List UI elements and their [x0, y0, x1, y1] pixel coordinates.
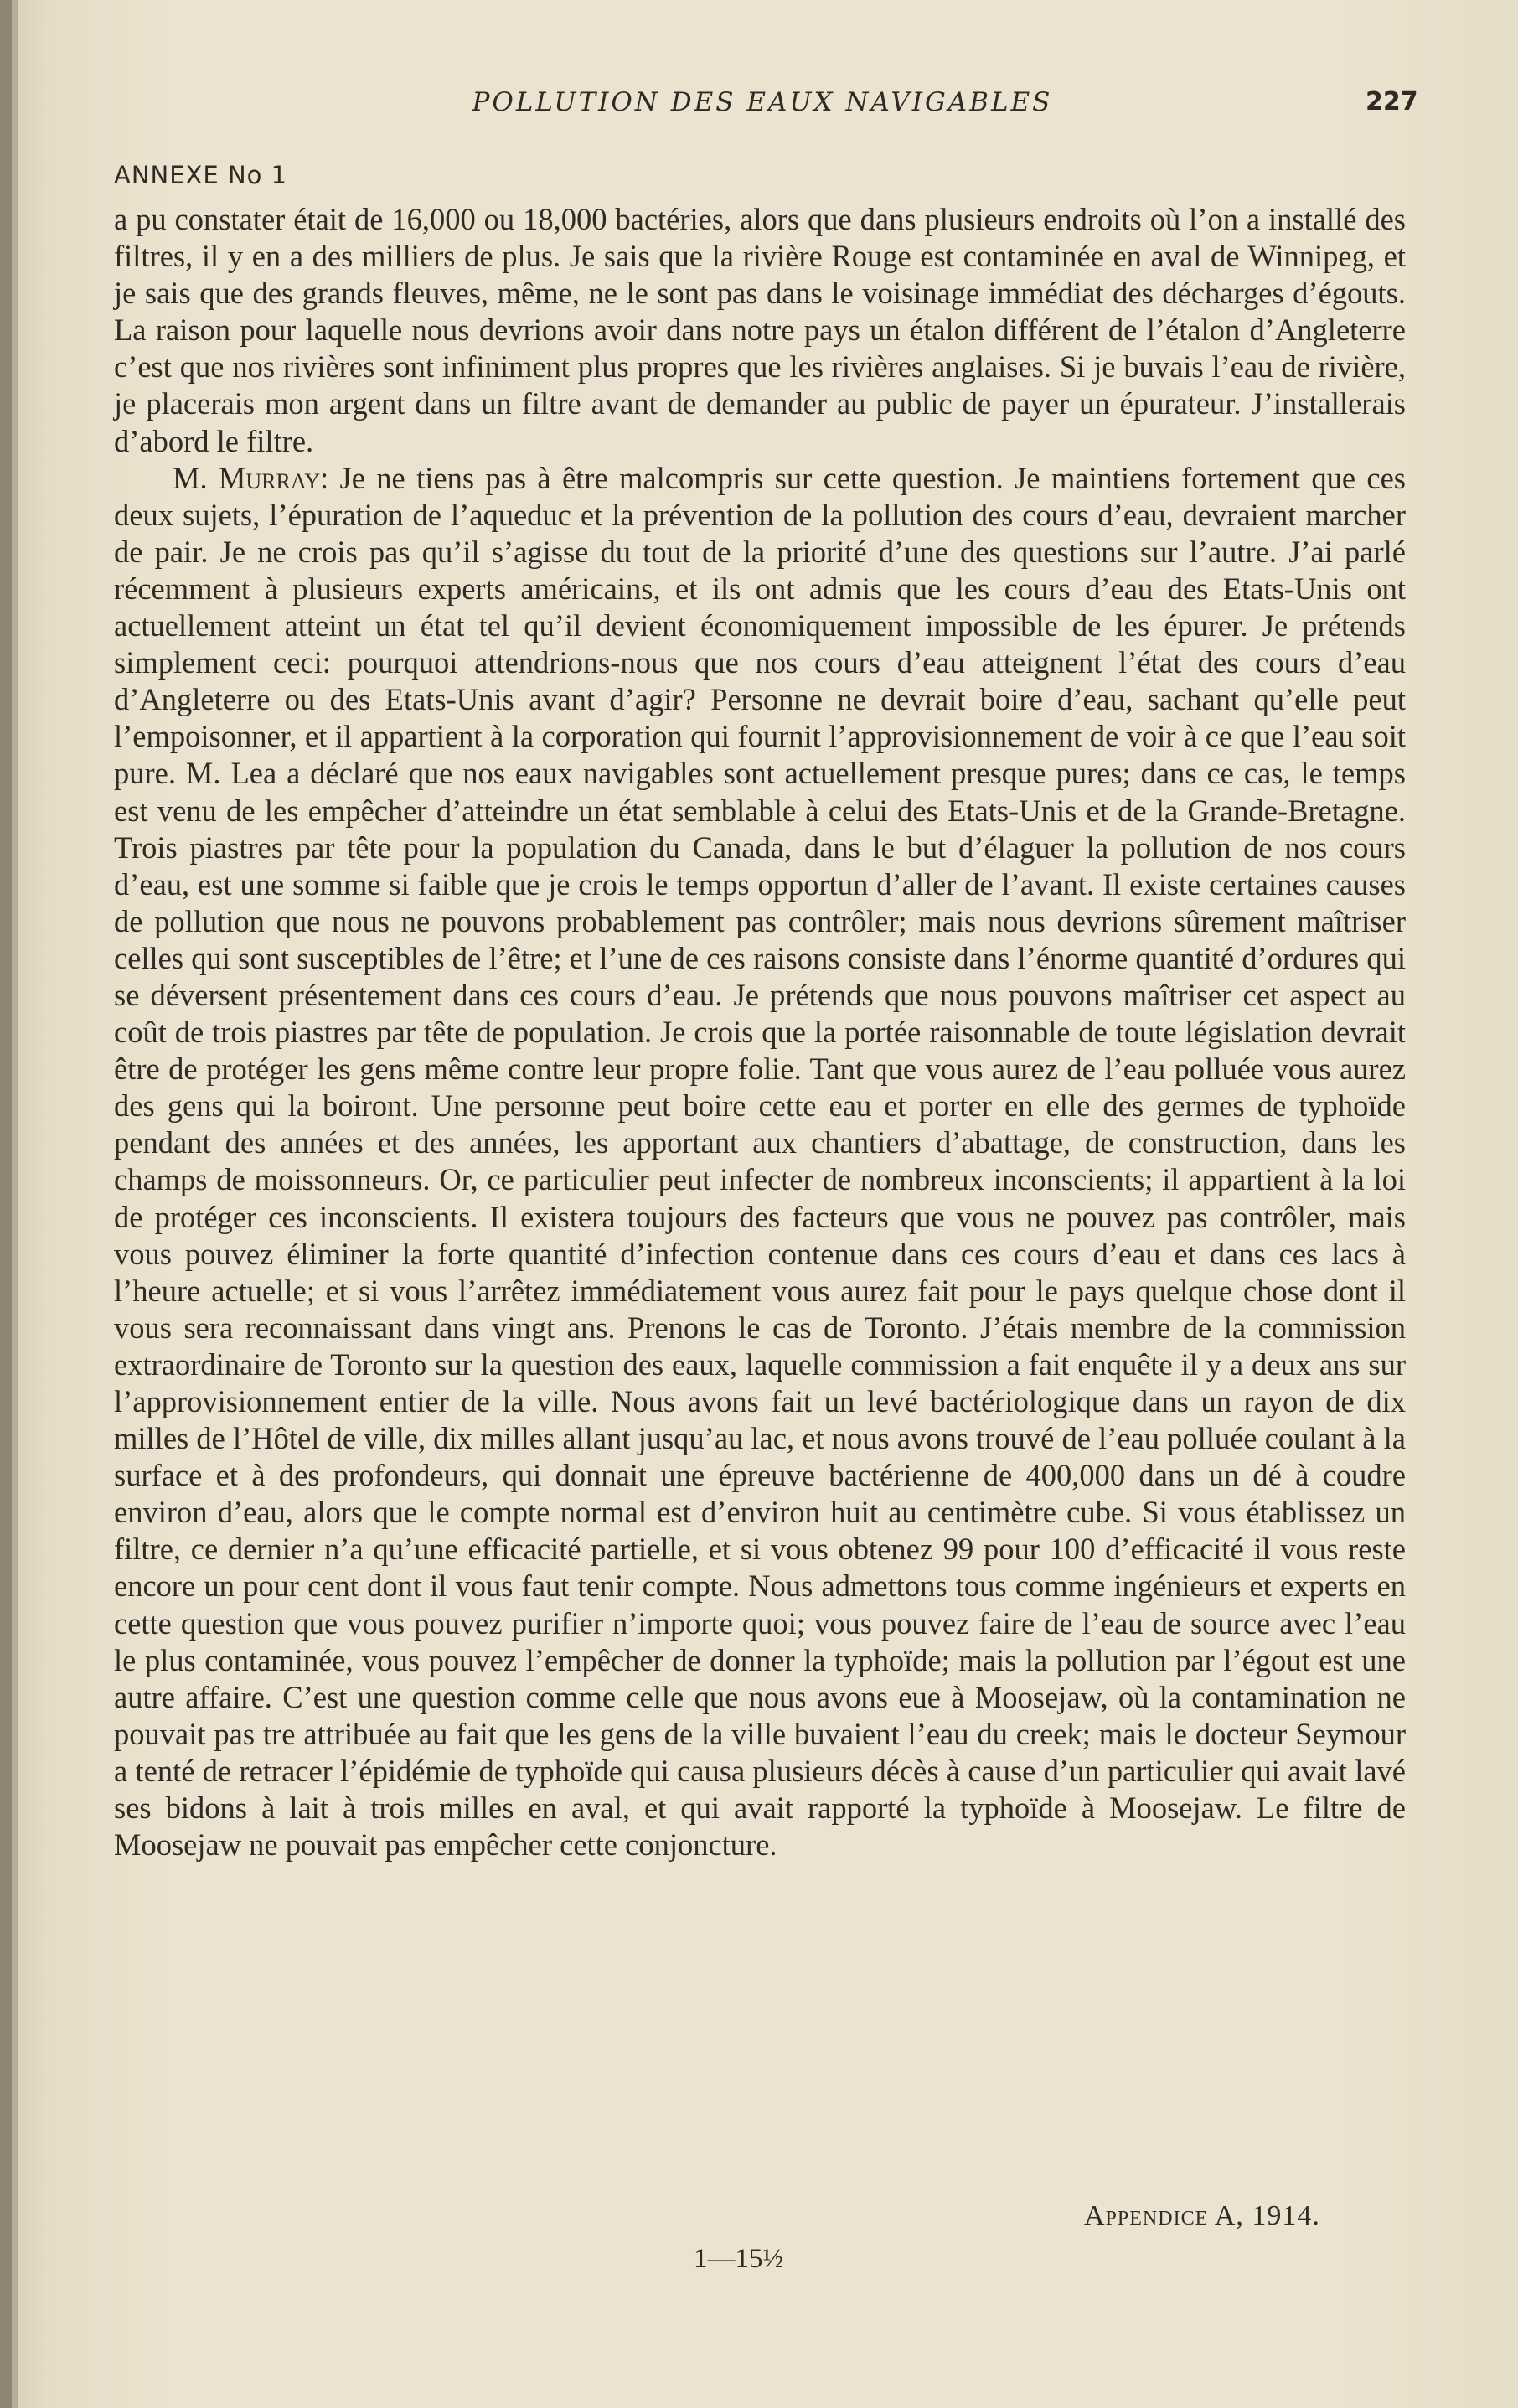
appendix-note: Appendice A, 1914. — [1084, 2200, 1320, 2231]
paragraph-continuation — [114, 201, 1406, 460]
paragraph-text: Je ne tiens pas à être malcompris sur cette question. Je maintiens fortement que ces deux sujets, l’épuration de l’aqueduc et la prévention de la pollution des cours d’eau, devraient marcher de pair. Je ne crois pas qu’il s’agisse du tout de la priorité d’une des questions sur l’autre. J’ai parlé récemment à plusieurs experts américains, et ils ont admis que les cours d’eau des Etats-Unis ont actuellement atteint un état tel qu’il devient économiquement impossible de les épurer. Je prétends simplement ceci: pourquoi attendrions-nous que nos cours d’eau atteignent l’état des cours d’eau d’Angleterre ou des Etats-Unis avant d’agir? Personne ne devrait boire d’eau, sachant qu’elle peut l’empoisonner, et il appartient à la corporation qui fournit l’approvisionnement de voir à ce que l’eau soit pure. M. Lea a déclaré que nos eaux navigables sont actuellement presque pures; dans ce cas, le temps est venu de les empêcher d’atteindre un état semblable à celui des Etats-Unis et de la Grande-Bretagne. Trois piastres par tête pour la population du Canada, dans le but d’élaguer la pollution de nos cours d’eau, est une somme si faible que je crois le temps opportun d’aller de l’avant. Il existe certaines causes de pollution que nous ne pouvons probablement pas contrôler; mais nous devrions sûrement maîtriser celles qui sont susceptibles de l’être; et l’une de ces raisons consiste dans l’énorme quantité d’ordures qui se déversent présentement dans ces cours d’eau. Je prétends que nous pouvons maîtriser cet aspect au coût de trois piastres par tête de population. Je crois que la portée raisonnable de toute législation devrait être de protéger les gens même contre leur propre folie. Tant que vous aurez de l’eau polluée vous aurez des gens qui la boiront. Une personne peut boire cette eau et porter en elle des germes de typhoïde pendant des années et des années, les apportant aux chantiers d’abattage, de construction, dans les champs de moissonneurs. Or, ce particulier peut infecter de nombreux inconscients; il appartient à la loi de protéger ces inconscients. Il existera toujours des facteurs que vous ne pouvez pas contrôler, mais vous pouvez éliminer la forte quantité d’infection contenue dans ces cours d’eau et dans ces lacs à l’heure actuelle; et si vous l’arrêtez immédiatement vous aurez fait pour le pays quelque chose dont il vous sera reconnaissant dans vingt ans. Prenons le cas de Toronto. J’étais membre de la commission extraordinaire de Toronto sur la question des eaux, laquelle commission a fait enquête il y a deux ans sur l’approvisionnement entier de la ville. Nous avons fait un levé bactériologique dans un rayon de dix milles de l’Hôtel de ville, dix milles allant jusqu’au lac, et nous avons trouvé de l’eau polluée coulant à la surface et à des profondeurs, qui donnait une épreuve bactérienne de 400,000 dans un dé à coudre environ d’eau, alors que le compte normal est d’environ huit au centimètre cube. Si vous établissez un filtre, ce dernier n’a qu’une efficacité partielle, et si vous obtenez 99 pour 100 d’efficacité il vous reste encore un pour cent dont il vous faut tenir compte. Nous admettons tous comme ingénieurs et experts en cette question que vous pouvez purifier n’importe quoi; vous pouvez faire de l’eau de source avec l’eau le plus contaminée, vous pouvez l’empêcher de donner la typhoïde; mais la pollution par l’égout est une autre affaire. C’est une question comme celle que nous avons eue à Moosejaw, où la contamination ne pouvait pas tre attribuée au fait que les gens de la ville buvaient l’eau du creek; mais le docteur Seymour a tenté de retracer l’épidémie de typhoïde qui causa plusieurs décès à cause d’un particulier qui avait lavé ses bidons à lait à trois milles en aval, et qui avait rapporté la typhoïde à Moosejaw. Le filtre de Moosejaw ne pouvait pas empêcher cette conjoncture. — [114, 460, 1407, 1863]
running-title: POLLUTION DES EAUX NAVIGABLES — [472, 87, 1053, 117]
folio-signature: 1—15½ — [694, 2244, 784, 2274]
binding-edge — [0, 0, 12, 2408]
speaker-name: M. Murray: — [173, 460, 329, 495]
paragraph-murray — [114, 460, 1406, 1864]
body-text — [114, 201, 1406, 1863]
page-number: 227 — [1366, 87, 1418, 116]
annex-label: ANNEXE No 1 — [114, 161, 288, 189]
paragraph-text: a pu constater était de 16,000 ou 18,000 bactéries, alors que dans plusieurs endroits où l’on a installé des filtres, il y en a des milliers de plus. Je sais que la rivière Rouge est contaminée en aval de Winnipeg, et je sais que des grands fleuves, même, ne le sont pas dans le voisinage immédiat des décharges d’égouts. La raison pour laquelle nous devrions avoir dans notre pays un étalon différent de l’étalon d’Angleterre c’est que nos rivières sont infiniment plus propres que les rivières anglaises. Si je buvais l’eau de rivière, je placerais mon argent dans un filtre avant de demander au public de payer un épurateur. J’installerais d’abord le filtre. — [114, 202, 1406, 458]
binding-shadow — [12, 0, 18, 2408]
